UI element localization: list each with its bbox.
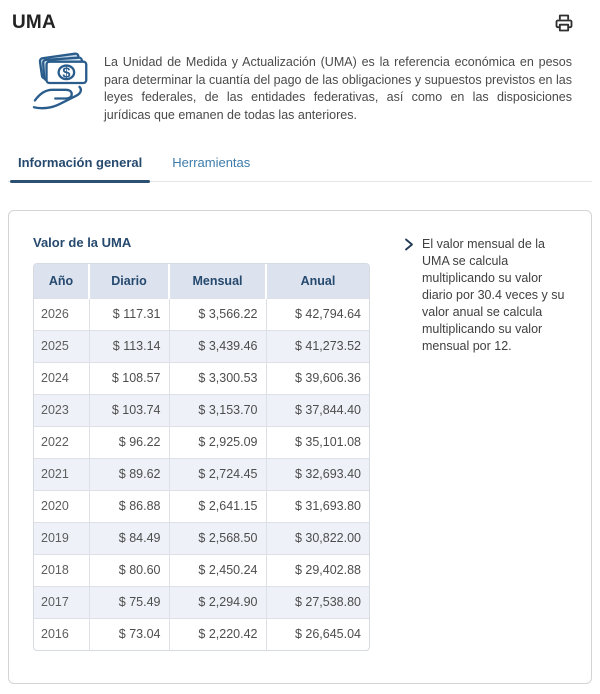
- table-row: [34, 394, 369, 426]
- printer-icon: [554, 13, 574, 33]
- year-cell: 2025: [34, 330, 89, 362]
- value-cell: $ 117.31: [89, 298, 169, 330]
- tab-informacion-general[interactable]: Información general: [10, 151, 150, 181]
- uma-values-panel: [8, 210, 592, 684]
- value-cell: $ 3,300.53: [169, 362, 266, 394]
- year-cell: 2016: [34, 618, 89, 650]
- value-cell: $ 32,693.40: [266, 458, 369, 490]
- year-cell: 2022: [34, 426, 89, 458]
- table-row: [34, 618, 369, 650]
- column-header-anual: Anual: [266, 264, 369, 298]
- year-cell: 2017: [34, 586, 89, 618]
- table-row: [34, 458, 369, 490]
- year-cell: 2023: [34, 394, 89, 426]
- value-cell: $ 30,822.00: [266, 522, 369, 554]
- value-cell: $ 2,294.90: [169, 586, 266, 618]
- value-cell: $ 26,645.04: [266, 618, 369, 650]
- value-cell: $ 29,402.88: [266, 554, 369, 586]
- value-cell: $ 3,439.46: [169, 330, 266, 362]
- value-cell: $ 84.49: [89, 522, 169, 554]
- intro-text: La Unidad de Medida y Actualización (UMA) es la referencia económica en pesos para determinar la cuantía del pago de las obligaciones y supuestos previstos en las leyes federales, de las entidades federativas, así como en las disposiciones jurídicas que emanen de todas las anteriores.: [104, 55, 572, 122]
- chevron-right-icon: [404, 238, 414, 355]
- table-row: [34, 554, 369, 586]
- value-cell: $ 2,641.15: [169, 490, 266, 522]
- svg-text:$: $: [62, 65, 71, 82]
- value-cell: $ 2,220.42: [169, 618, 266, 650]
- intro-section: [8, 52, 592, 124]
- value-cell: $ 103.74: [89, 394, 169, 426]
- uma-values-table: [34, 264, 369, 650]
- table-row: [34, 362, 369, 394]
- year-cell: 2018: [34, 554, 89, 586]
- page-title: UMA: [12, 12, 56, 33]
- year-cell: 2021: [34, 458, 89, 490]
- value-cell: $ 2,724.45: [169, 458, 266, 490]
- year-cell: 2019: [34, 522, 89, 554]
- uma-values-section: [33, 235, 383, 651]
- table-row: [34, 490, 369, 522]
- table-row: [34, 522, 369, 554]
- table-row: [34, 426, 369, 458]
- value-cell: $ 31,693.80: [266, 490, 369, 522]
- value-cell: $ 75.49: [89, 586, 169, 618]
- column-header-ano: Año: [34, 264, 89, 298]
- calculation-note: [404, 236, 567, 355]
- value-cell: $ 41,273.52: [266, 330, 369, 362]
- column-header-mensual: Mensual: [169, 264, 266, 298]
- uma-table-wrapper: [33, 263, 370, 651]
- value-cell: $ 3,566.22: [169, 298, 266, 330]
- table-heading: Valor de la UMA: [33, 235, 132, 250]
- money-hand-icon: [32, 52, 94, 119]
- column-header-diario: Diario: [89, 264, 169, 298]
- note-text: El valor mensual de la UMA se calcula multiplicando su valor diario por 30.4 veces y su valor anual se calcula multiplicando su valor mensual por 12.: [422, 237, 565, 353]
- value-cell: $ 89.62: [89, 458, 169, 490]
- year-cell: 2020: [34, 490, 89, 522]
- table-header-row: [34, 264, 369, 298]
- value-cell: $ 80.60: [89, 554, 169, 586]
- year-cell: 2026: [34, 298, 89, 330]
- value-cell: $ 113.14: [89, 330, 169, 362]
- page-header: [8, 8, 592, 36]
- value-cell: $ 108.57: [89, 362, 169, 394]
- table-row: [34, 330, 369, 362]
- value-cell: $ 3,153.70: [169, 394, 266, 426]
- value-cell: $ 86.88: [89, 490, 169, 522]
- tab-herramientas[interactable]: Herramientas: [172, 155, 251, 170]
- value-cell: $ 2,925.09: [169, 426, 266, 458]
- value-cell: $ 96.22: [89, 426, 169, 458]
- value-cell: $ 37,844.40: [266, 394, 369, 426]
- table-row: [34, 586, 369, 618]
- value-cell: $ 35,101.08: [266, 426, 369, 458]
- value-cell: $ 73.04: [89, 618, 169, 650]
- value-cell: $ 2,568.50: [169, 522, 266, 554]
- value-cell: $ 39,606.36: [266, 362, 369, 394]
- value-cell: $ 42,794.64: [266, 298, 369, 330]
- year-cell: 2024: [34, 362, 89, 394]
- value-cell: $ 27,538.80: [266, 586, 369, 618]
- print-button[interactable]: [554, 13, 574, 36]
- table-row: [34, 298, 369, 330]
- value-cell: $ 2,450.24: [169, 554, 266, 586]
- tab-bar: [8, 151, 592, 182]
